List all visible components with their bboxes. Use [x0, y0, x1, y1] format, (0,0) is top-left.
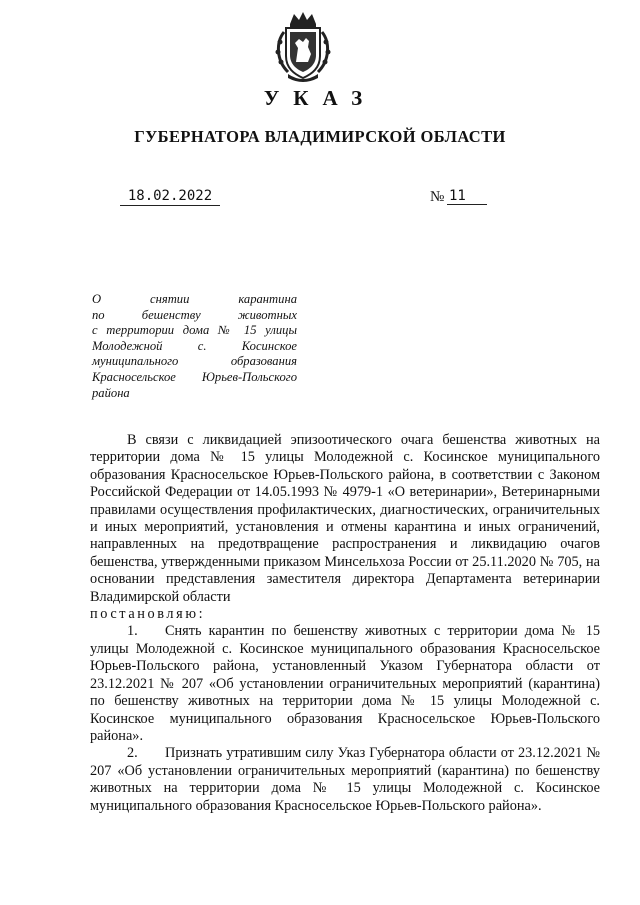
subject-line: по бешенству животных — [92, 307, 297, 322]
document-number: 11 — [447, 188, 487, 205]
subject-line: Красносельское Юрьев-Польского — [92, 369, 297, 384]
coat-of-arms-emblem — [268, 10, 338, 84]
item-text: Снять карантин по бешенству животных с территории дома № 15 улицы Молодежной с. Косинское муниципального образования Красносельское Юрьев-Польского района, установленный Указом Губернатора области от 23.12.2021 № 207 «Об установлении ограничительных мероприятий (карантина) по бешенству животных на территории дома № 15 улицы Молодежной с. Косинское муниципального образования Красносельское Юрьев-Польского района». — [90, 623, 600, 744]
item-number: 1. — [127, 623, 138, 640]
decree-word: постановляю: — [90, 606, 206, 623]
item-text: Признать утратившим силу Указ Губернатора области от 23.12.2021 № 207 «Об установлении ограничительных мероприятий (карантина) по бешенству животных на территории дома № 15 улицы Молодежной с. Косинское муниципального образования Красносельское Юрьев-Польского района». — [90, 745, 600, 814]
document-subtitle: ГУБЕРНАТОРА ВЛАДИМИРСКОЙ ОБЛАСТИ — [134, 127, 506, 146]
document-body — [90, 432, 600, 815]
item-number: 2. — [127, 745, 138, 762]
document-title: УКАЗ — [263, 86, 377, 110]
number-label: № — [430, 189, 445, 205]
list-item — [90, 623, 600, 745]
document-subject — [92, 292, 297, 401]
subject-line: с территории дома № 15 улицы — [92, 323, 297, 338]
subject-line: муниципального образования — [92, 354, 297, 369]
preamble-paragraph: В связи с ликвидацией эпизоотического очага бешенства животных на территории дома № 15 улицы Молодежной с. Косинское муниципального образования Красносельское Юрьев-Польского района, в соответствии с Законом Российской Федерации от 14.05.1993 № 4979-1 «О ветеринарии», Ветеринарными правилами осуществления профилактических, диагностических, ограничительных и иных мероприятий, установления и отмены карантина и иных ограничений, направленных на предотвращение распространения и ликвидацию очагов бешенства, утвержденными приказом Минсельхоза России от 25.11.2020 № 705, на основании представления заместителя директора Департамента ветеринарии Владимирской области — [90, 432, 600, 605]
subject-line: района — [92, 385, 130, 400]
list-item — [90, 745, 600, 815]
subject-line: Молодежной с. Косинское — [92, 338, 297, 353]
subject-line: О снятии карантина — [92, 292, 297, 306]
document-date: 18.02.2022 — [120, 188, 220, 206]
